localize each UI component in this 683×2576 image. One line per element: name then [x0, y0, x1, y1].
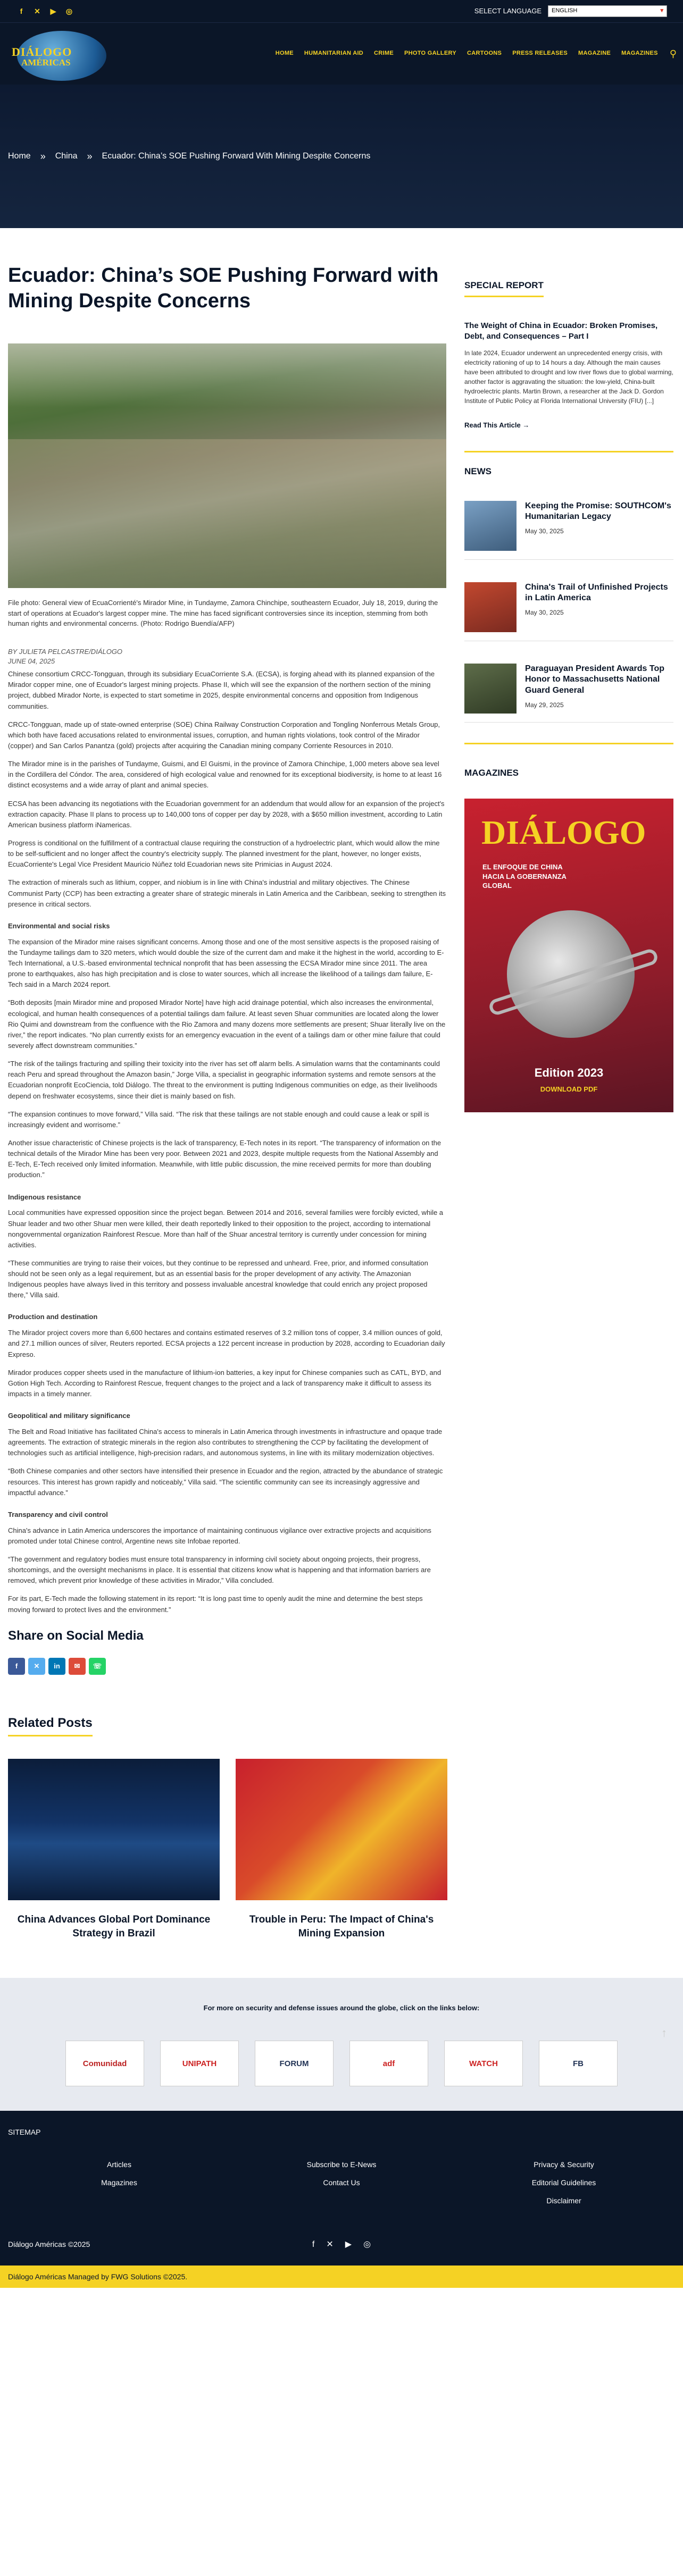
- special-report-excerpt: In late 2024, Ecuador underwent an unprecedented energy crisis, with electricity rationing of up to 14 hours a day. Although the main causes have been attributed to drought and low river flows due to global warming, another factor is aggravating the situation: the low-yield, China-built hydroelectric plants. Martin Brown, a researcher at the Jack D. Gordon Institute of Public Policy at Florida International University (FIU) [...]: [464, 349, 673, 405]
- section-heading: Geopolitical and military significance: [8, 1412, 130, 1420]
- footer-copyright: Diálogo Américas ©2025: [8, 2239, 90, 2248]
- sidebar: [464, 228, 673, 1941]
- article-byline: BY JULIETA PELCASTRE/DIÁLOGO: [8, 647, 123, 656]
- x-icon[interactable]: ✕: [34, 6, 40, 15]
- news-thumbnail[interactable]: [464, 501, 517, 551]
- partner-logo[interactable]: FB: [539, 2041, 618, 2086]
- paragraph: Chinese consortium CRCC-Tongguan, through its subsidiary EcuaCorriente S.A. (ECSA), is forging ahead with its planned expansion of the Mirador copper mine, one of Ecuador's largest mining projects. Phase II, which will see the expansion of the northern section of the mining project, dubbed Mirador Norte, is expected to start sometime in 2025, despite environmental concerns and opposition from Indigenous communities.: [8, 670, 435, 710]
- breadcrumb-current: Ecuador: China’s SOE Pushing Forward With Mining Despite Concerns: [102, 152, 371, 161]
- article-date: JUNE 04, 2025: [8, 657, 55, 666]
- paragraph: Local communities have expressed opposition since the project began. Between 2014 and 2016, several families were forcibly evicted, while a Shuar leader and two other Shuar men were killed, their death reportedly linked to their opposition to the project, according to international nongovernmental organization Rainforest Rescue. More than half of the Shuar ancestral territory is currently under concession for mining activities.: [8, 1209, 444, 1249]
- paragraph: The Mirador project covers more than 6,600 hectares and contains estimated reserves of 3.2 million tons of copper, 3.4 million ounces of gold, and 27.1 million ounces of silver, Reuters reported. ECSA projects a 122 percent increase in production by 2028, according to Ecuadorian daily Expreso.: [8, 1329, 445, 1358]
- double-chevron-icon: »: [87, 150, 93, 162]
- arrow-right-icon: →: [522, 421, 530, 430]
- magazine-cover[interactable]: [464, 799, 673, 1112]
- paragraph: “These communities are trying to raise their voices, but they continue to be repressed and unheard. Free, prior, and informed consultation should not be seen only as a legal requirement, but as an essential basis for the proper development of any activity. The Amazonian Indigenous peoples have always lived in this territory and possess invaluable ancestral knowledge that could enrich any project proposed there,” Villa said.: [8, 1258, 428, 1299]
- email-share-icon[interactable]: ✉: [69, 1658, 86, 1675]
- paragraph: CRCC-Tongguan, made up of state-owned enterprise (SOE) China Railway Construction Corporation and Tongling Nonferrous Metals Group, which both have faced accusations related to environmental issues, corruption, and human rights violations, took control of the Mirador (copper) and San Carlos Panantza (gold) projects after acquiring the Canadian mining company Corriente Resources in 2010.: [8, 720, 440, 750]
- news-item[interactable]: [464, 501, 673, 560]
- paragraph: Progress is conditional on the fulfillment of a contractual clause requiring the construction of a hydroelectric plant, which would allow the mine to be self-sufficient and no longer affect the country's electricity supply. The planned investment for the plant, however, no longer exists, EcuaCorriente's Legal Vice President Mauricio Núñez told Ecuadorian news site Primicias in August 2024.: [8, 839, 440, 869]
- footer-link-subscribe[interactable]: Subscribe to E-News: [306, 2160, 377, 2169]
- paragraph: “The risk of the tailings fracturing and spilling their toxicity into the river has set off alarm bells. A simulation warns that the contaminants could reach Peru and spread throughout the Amazon basin,” Jorge Villa, a specialist in geographic information systems and remote sensors at the Ecuadorian nonprofit EcoCiencia, told Diálogo. The threat to the environment is putting Indigenous communities on edge, as their livelihoods depend on freshwater ecosystems, since their diet is mainly based on fish.: [8, 1060, 440, 1100]
- news-title[interactable]: China's Trail of Unfinished Projects in Latin America: [525, 582, 668, 603]
- paragraph: ECSA has been advancing its negotiations with the Ecuadorian government for an addendum that would allow for an expansion of the project's extraction capacity. Phase II plans to process up to 140,000 tons of copper per day by 2028, with a $650 million investment, according to Latin American business platform iNamericas.: [8, 799, 445, 829]
- breadcrumb: [8, 149, 370, 163]
- related-post-card[interactable]: [236, 1759, 447, 1940]
- partner-logo[interactable]: WATCH: [444, 2041, 523, 2086]
- scroll-top-icon[interactable]: ↑: [661, 2026, 667, 2040]
- site-logo[interactable]: [6, 22, 113, 85]
- menu-item-humanitarian-aid[interactable]: HUMANITARIAN AID: [304, 50, 364, 57]
- paragraph: The Belt and Road Initiative has facilitated China's access to minerals in Latin America through investments in infrastructure and opaque trade agreements. The extraction of strategic minerals in the region also contributes to strengthening the CCP by facilitating the development of technologies such as artificial intelligence, high-precision radars, and autonomous systems, in line with its military modernization objectives.: [8, 1428, 443, 1457]
- search-icon[interactable]: ⚲: [669, 48, 677, 59]
- news-item[interactable]: [464, 664, 673, 723]
- news-date: May 30, 2025: [525, 609, 564, 617]
- main-navbar: [0, 22, 683, 85]
- breadcrumb-banner: [0, 85, 683, 228]
- language-dropdown[interactable]: [548, 5, 667, 17]
- footer-link-articles[interactable]: Articles: [107, 2160, 131, 2169]
- partner-links-text: For more on security and defense issues around the globe, click on the links below:: [203, 2003, 480, 2012]
- footer-link-privacy[interactable]: Privacy & Security: [534, 2160, 594, 2169]
- x-share-icon[interactable]: ✕: [28, 1658, 45, 1675]
- footer-link-disclaimer[interactable]: Disclaimer: [546, 2196, 581, 2205]
- sitemap-heading: SITEMAP: [8, 2128, 41, 2137]
- news-title[interactable]: Keeping the Promise: SOUTHCOM's Humanitarian Legacy: [525, 501, 671, 522]
- photo-caption: File photo: General view of EcuaCorrienté's Mirador Mine, in Tundayme, Zamora Chinchipe, southeastern Ecuador, July 18, 2019, during the start of operations at Ecuador's largest copper mine. The mine has faced significant controversies since its inception, stemming from both human rights and environmental concerns. (Photo: Rodrigo Buendía/AFP): [8, 599, 438, 627]
- main-menu: [113, 49, 663, 58]
- related-post-image[interactable]: [236, 1759, 447, 1900]
- top-bar: [0, 0, 683, 22]
- section-heading: Transparency and civil control: [8, 1510, 108, 1518]
- paragraph: “Both Chinese companies and other sectors have intensified their presence in Ecuador and the region, attracted by the abundance of strategic resources. This interest has grown rapidly and noticeably,” Villa said. “The scientific community can see its increasingly aggressive and impactful advance.”: [8, 1467, 443, 1497]
- magazine-edition: Edition 2023: [534, 1066, 604, 1080]
- youtube-icon[interactable]: ▶: [50, 6, 56, 15]
- section-heading: Environmental and social risks: [8, 921, 110, 930]
- partner-logo[interactable]: UNIPATH: [160, 2041, 239, 2086]
- paragraph: Mirador produces copper sheets used in the manufacture of lithium-ion batteries, a key input for Chinese companies such as CATL, BYD, and Gotion High Tech. According to Rainforest Rescue, frequent changes to the project and a lack of transparency make it difficult to assess its impacts in a timely manner.: [8, 1368, 442, 1398]
- paragraph: For its part, E-Tech made the following statement in its report: “It is long past time to openly audit the mine and determine the best steps moving forward to protect lives and the environment.”: [8, 1595, 423, 1614]
- share-buttons: [8, 1658, 446, 1675]
- read-article-label: Read This Article: [464, 421, 521, 430]
- page-content: [0, 228, 683, 1941]
- menu-item-press-releases[interactable]: PRESS RELEASES: [512, 50, 568, 57]
- footer-link-contact[interactable]: Contact Us: [323, 2178, 360, 2187]
- instagram-icon[interactable]: ◎: [65, 6, 73, 15]
- logo-line2: AMÉRICAS: [21, 57, 71, 68]
- share-heading: Share on Social Media: [8, 1628, 144, 1643]
- news-thumbnail[interactable]: [464, 664, 517, 714]
- social-links: [16, 6, 474, 16]
- breadcrumb-home[interactable]: Home: [8, 152, 31, 161]
- news-date: May 30, 2025: [525, 527, 564, 535]
- partner-links-band: [0, 1978, 683, 2111]
- youtube-icon[interactable]: ▶: [345, 2239, 352, 2249]
- paragraph: “Both deposits [main Mirador mine and proposed Mirador Norte] have high acid drainage potential, which also increases the environmental, ecological, and human health consequences of a potential tailings dam failure. At least seven Shuar communities are located along the lower Rio Quimi and downstream from the confluence with the Rio Zamora and many dozens more settlements are present; Shuar literally live on the river,” the report indicates. “No plan currently exists for an emergency evacuation in the event of a tailings dam or other mine failure that could severely affect downstream communities.”: [8, 998, 446, 1050]
- related-posts: [8, 1759, 446, 1940]
- divider: [464, 743, 673, 744]
- breadcrumb-section[interactable]: China: [55, 152, 78, 161]
- related-post-title[interactable]: Trouble in Peru: The Impact of China's Mining Expansion: [249, 1914, 434, 1939]
- language-selector: [474, 5, 667, 17]
- whatsapp-share-icon[interactable]: ☏: [89, 1658, 106, 1675]
- related-post-image[interactable]: [8, 1759, 220, 1900]
- facebook-share-icon[interactable]: f: [8, 1658, 25, 1675]
- instagram-icon[interactable]: ◎: [363, 2239, 371, 2249]
- related-post-card[interactable]: [8, 1759, 220, 1940]
- paragraph: “The government and regulatory bodies must ensure total transparency in informing civil society about ongoing projects, their progress, shortcomings, and the oversight mechanisms in place. It is essential that citizens know what is happening and that information barriers are removed, which prevent prior knowledge of these activities in Mirador,” Villa concluded.: [8, 1555, 431, 1585]
- x-icon[interactable]: ✕: [326, 2239, 334, 2249]
- partner-logo[interactable]: Comunidad: [65, 2041, 144, 2086]
- menu-item-photo-gallery[interactable]: PHOTO GALLERY: [404, 50, 457, 57]
- paragraph: The expansion of the Mirador mine raises significant concerns. Among those and one of the most sensitive aspects is the proposed raising of the Tundayme tailings dam to 320 meters, which would double the size of the current dam and make it the highest in the world, according to E-Tech International, a U.S.-based environmental technical nonprofit that has been assessing the ECSA Mirador mine since 2011. The area prone to earthquakes, also has high precipitation and is close to water sources, which all increase the likelihood of a tailings dam failure, E-Tech said in a March 2024 report.: [8, 937, 444, 989]
- logo-line1: DIÁLOGO: [12, 45, 72, 58]
- related-posts-heading: Related Posts: [8, 1714, 93, 1736]
- footer: [0, 2111, 683, 2265]
- partner-logo[interactable]: adf: [349, 2041, 428, 2086]
- language-value: ENGLISH: [552, 7, 578, 14]
- footer-link-guidelines[interactable]: Editorial Guidelines: [531, 2178, 596, 2187]
- section-heading: Production and destination: [8, 1313, 98, 1321]
- facebook-icon[interactable]: f: [312, 2239, 315, 2249]
- article-body: [8, 669, 446, 1615]
- news-heading: NEWS: [464, 466, 492, 476]
- bottom-bar: Diálogo Américas Managed by FWG Solutions ©2025.: [0, 2265, 683, 2288]
- chevron-down-icon: ▾: [660, 7, 663, 14]
- article-column: [8, 228, 446, 1941]
- menu-item-magazine[interactable]: MAGAZINE: [578, 50, 611, 57]
- divider: [464, 451, 673, 452]
- special-report-title[interactable]: The Weight of China in Ecuador: Broken Promises, Debt, and Consequences – Part I: [464, 321, 658, 341]
- footer-links: [8, 2159, 675, 2206]
- double-chevron-icon: »: [40, 150, 46, 162]
- magazine-title: DIÁLOGO: [481, 813, 646, 852]
- news-date: May 29, 2025: [525, 701, 564, 709]
- linkedin-share-icon[interactable]: in: [48, 1658, 65, 1675]
- magazines-heading: MAGAZINES: [464, 767, 519, 778]
- paragraph: Another issue characteristic of Chinese projects is the lack of transparency, E-Tech notes in its report. “The transparency of information on the technical details of the Mirador Mine has been very poor. Between 2021 and 2023, despite multiple requests from the National Assembly and E-Tech, E-Tech received only limited information. Meanwhile, with little public discussion, the mine received permits for more than doubling production.”: [8, 1138, 442, 1179]
- menu-item-home[interactable]: HOME: [275, 50, 294, 57]
- paragraph: “The expansion continues to move forward,” Villa said. “The risk that these tailings are not stable enough and could cause a leak or spill is increasingly evident and worrisome.”: [8, 1110, 429, 1129]
- paragraph: The Mirador mine is in the parishes of Tundayme, Guismi, and El Guismi, in the province of Zamora Chinchipe, 1,000 meters above sea level in the Cordillera del Cóndor. The area, considered of high ecological value and renowned for its exceptional biodiversity, is home to at least 16 distinct ecosystems and a wide array of plant and animal species.: [8, 760, 442, 790]
- paragraph: China's advance in Latin America underscores the importance of maintaining continuous vigilance over extractive projects and acquisitions promoted under total Chinese control, Argentine news site Infobae reported.: [8, 1526, 431, 1545]
- related-post-title[interactable]: China Advances Global Port Dominance Strategy in Brazil: [17, 1914, 211, 1939]
- paragraph: The extraction of minerals such as lithium, copper, and niobium is in line with China's industrial and military objectives. The Chinese Communist Party (CCP) has been extracting a greater share of strategic minerals in Latin America and the Caribbean, seeking to strengthen its presence in critical sectors.: [8, 878, 446, 908]
- article-title: Ecuador: China’s SOE Pushing Forward with Mining Despite Concerns: [8, 264, 439, 312]
- article-photo: [8, 343, 446, 588]
- read-article-link[interactable]: [464, 421, 673, 431]
- menu-item-crime[interactable]: CRIME: [374, 50, 394, 57]
- section-heading: Indigenous resistance: [8, 1193, 81, 1201]
- special-report-heading: SPECIAL REPORT: [464, 279, 544, 297]
- news-item[interactable]: [464, 582, 673, 641]
- partner-logos: [0, 2041, 683, 2086]
- news-thumbnail[interactable]: [464, 582, 517, 632]
- select-language-label: SELECT LANGUAGE: [474, 6, 542, 15]
- magazine-subtitle: EL ENFOQUE DE CHINA HACIA LA GOBERNANZA GLOBAL: [482, 863, 567, 890]
- menu-item-cartoons[interactable]: CARTOONS: [467, 50, 502, 57]
- partner-logo[interactable]: FORUM: [255, 2041, 334, 2086]
- facebook-icon[interactable]: f: [20, 6, 23, 15]
- footer-link-magazines[interactable]: Magazines: [101, 2178, 137, 2187]
- news-title[interactable]: Paraguayan President Awards Top Honor to Massachusetts National Guard General: [525, 664, 665, 695]
- download-pdf-link[interactable]: DOWNLOAD PDF: [540, 1085, 598, 1094]
- menu-item-magazines[interactable]: MAGAZINES: [621, 50, 658, 57]
